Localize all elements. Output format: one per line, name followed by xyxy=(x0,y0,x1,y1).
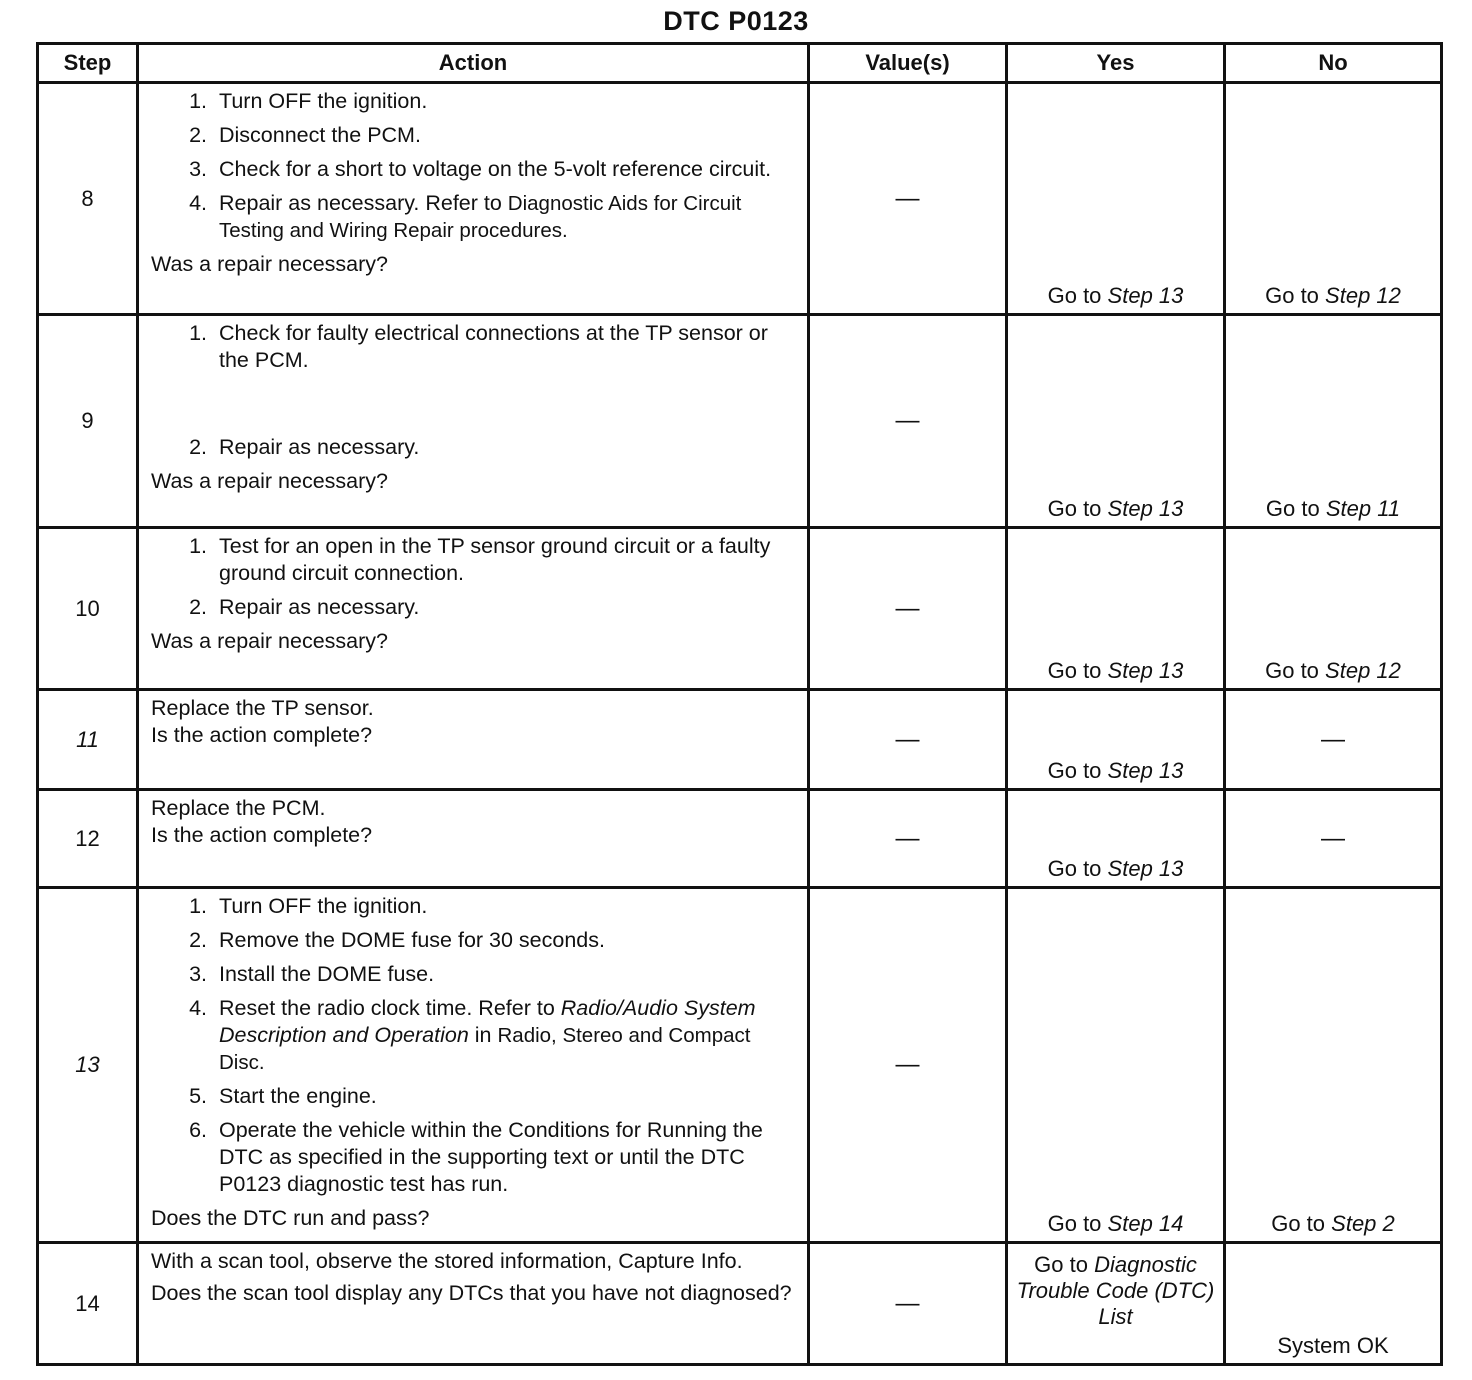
question: Does the DTC run and pass? xyxy=(151,1206,430,1230)
goto-step-link[interactable]: Step 2 xyxy=(1331,1211,1395,1236)
header-step: Step xyxy=(38,44,138,83)
action-cell: 1. Check for faulty electrical connections at the TP sensor or the PCM. 2. Repair as necessary. Was a repair necessary? xyxy=(138,315,809,528)
action-item: Install the DOME fuse. xyxy=(219,962,435,986)
goto-step-link[interactable]: Step 12 xyxy=(1325,283,1401,308)
header-no: No xyxy=(1225,44,1442,83)
no-cell: Go to Step 11 xyxy=(1225,315,1442,528)
page-title: DTC P0123 xyxy=(663,6,809,36)
action-item: Repair as necessary. Refer to xyxy=(219,191,502,215)
action-item: Repair as necessary. xyxy=(219,435,420,459)
action-item: Remove the DOME fuse for 30 seconds. xyxy=(219,928,605,952)
value-cell: — xyxy=(809,83,1007,315)
yes-cell: Go to Step 13 xyxy=(1007,790,1225,888)
action-cell: 1. Test for an open in the TP sensor ground circuit or a faulty ground circuit connection. 2. Repair as necessary. Was a repair necessary? xyxy=(138,528,809,690)
goto-step-link[interactable]: Step 13 xyxy=(1107,496,1184,521)
goto-step-link[interactable]: Step 13 xyxy=(1107,758,1184,783)
action-item: Check for a short to voltage on the 5-volt reference circuit. xyxy=(219,157,772,181)
action-cell xyxy=(138,690,809,790)
yes-cell: Go to Step 13 xyxy=(1007,315,1225,528)
action-item: Start the engine. xyxy=(219,1084,377,1108)
table-row xyxy=(38,528,1442,690)
no-cell: Go to Step 12 xyxy=(1225,83,1442,315)
value-cell: — xyxy=(809,790,1007,888)
action-item: Operate the vehicle within the Conditions for Running the DTC as specified in the supporting text or until the DTC P0123 diagnostic test has run. xyxy=(219,1118,763,1196)
question: Is the action complete? xyxy=(151,823,373,847)
table-row xyxy=(38,315,1442,528)
step-number: 14 xyxy=(38,1243,138,1365)
action-cell xyxy=(138,790,809,888)
table-row xyxy=(38,790,1442,888)
action-text: With a scan tool, observe the stored information, Capture Info. xyxy=(151,1249,743,1273)
goto-step-link[interactable]: Step 12 xyxy=(1325,658,1401,683)
question: Was a repair necessary? xyxy=(151,469,388,493)
reference-link[interactable]: Diagnostic Aids for Circuit Testing and Wiring Repair procedures. xyxy=(219,192,742,242)
question: Does the scan tool display any DTCs that you have not diagnosed? xyxy=(151,1281,792,1305)
step-number: 10 xyxy=(38,528,138,690)
no-cell: — xyxy=(1225,790,1442,888)
diagnostic-table xyxy=(36,42,1443,1366)
question: Was a repair necessary? xyxy=(151,629,388,653)
step-number: 13 xyxy=(38,888,138,1243)
action-item: Turn OFF the ignition. xyxy=(219,894,428,918)
yes-cell: Go to Step 13 xyxy=(1007,690,1225,790)
action-item: Disconnect the PCM. xyxy=(219,123,421,147)
dtc-list-link[interactable]: Diagnostic Trouble Code (DTC) List xyxy=(1016,1252,1215,1329)
action-item: Reset the radio clock time. Refer to xyxy=(219,996,555,1020)
action-text: Replace the TP sensor. xyxy=(151,696,374,720)
no-cell: Go to Step 12 xyxy=(1225,528,1442,690)
action-item: Turn OFF the ignition. xyxy=(219,89,428,113)
yes-cell: Go to Diagnostic Trouble Code (DTC) List xyxy=(1007,1243,1225,1365)
header-values: Value(s) xyxy=(809,44,1007,83)
value-cell: — xyxy=(809,315,1007,528)
action-item: Test for an open in the TP sensor ground circuit or a faulty ground circuit connection. xyxy=(219,534,771,585)
question: Was a repair necessary? xyxy=(151,252,388,276)
value-cell: — xyxy=(809,690,1007,790)
header-yes: Yes xyxy=(1007,44,1225,83)
value-cell: — xyxy=(809,888,1007,1243)
table-row xyxy=(38,690,1442,790)
step-number: 12 xyxy=(38,790,138,888)
no-cell: Go to Step 2 xyxy=(1225,888,1442,1243)
goto-step-link[interactable]: Step 13 xyxy=(1107,856,1184,881)
yes-cell: Go to Step 13 xyxy=(1007,83,1225,315)
value-cell: — xyxy=(809,528,1007,690)
table-row xyxy=(38,83,1442,315)
question: Is the action complete? xyxy=(151,723,373,747)
yes-cell: Go to Step 14 xyxy=(1007,888,1225,1243)
step-number: 8 xyxy=(38,83,138,315)
goto-step-link[interactable]: Step 13 xyxy=(1107,283,1184,308)
step-number: 9 xyxy=(38,315,138,528)
header-row xyxy=(38,44,1442,83)
value-cell: — xyxy=(809,1243,1007,1365)
no-cell: — xyxy=(1225,690,1442,790)
reference-link[interactable]: Radio/Audio System Description and Operation xyxy=(219,996,756,1047)
action-cell xyxy=(138,1243,809,1365)
table-row xyxy=(38,888,1442,1243)
action-item: Check for faulty electrical connections at the TP sensor or the PCM. xyxy=(219,321,768,372)
header-action: Action xyxy=(138,44,809,83)
table-row xyxy=(38,1243,1442,1365)
goto-step-link[interactable]: Step 13 xyxy=(1107,658,1184,683)
action-item: Repair as necessary. xyxy=(219,595,420,619)
reference-text: Radio, Stereo and Compact Disc. xyxy=(219,1024,751,1074)
step-number: 11 xyxy=(38,690,138,790)
action-cell: 1. Turn OFF the ignition. 2. Remove the DOME fuse for 30 seconds. 3. Install the DOME fuse. 4. Reset the radio clock time. Refer to Radio/Audio System Description and Operation in Radio, Stereo and Compact Disc. 5. Start the engine. 6. Operate the vehicle within the Conditions for Running the DTC as specified in the supporting text or until the DTC P0123 diagnostic test has run. Does the DTC run and pass? xyxy=(138,888,809,1243)
goto-step-link[interactable]: Step 11 xyxy=(1325,496,1401,521)
action-cell: 1. Turn OFF the ignition. 2. Disconnect the PCM. 3. Check for a short to voltage on the 5-volt reference circuit. 4. Repair as necessary. Refer to Diagnostic Aids for Circuit Testing and Wiring Repair procedures. Was a repair necessary? xyxy=(138,83,809,315)
goto-step-link[interactable]: Step 14 xyxy=(1107,1211,1184,1236)
yes-cell: Go to Step 13 xyxy=(1007,528,1225,690)
no-cell: System OK xyxy=(1225,1243,1442,1365)
action-text: Replace the PCM. xyxy=(151,796,326,820)
